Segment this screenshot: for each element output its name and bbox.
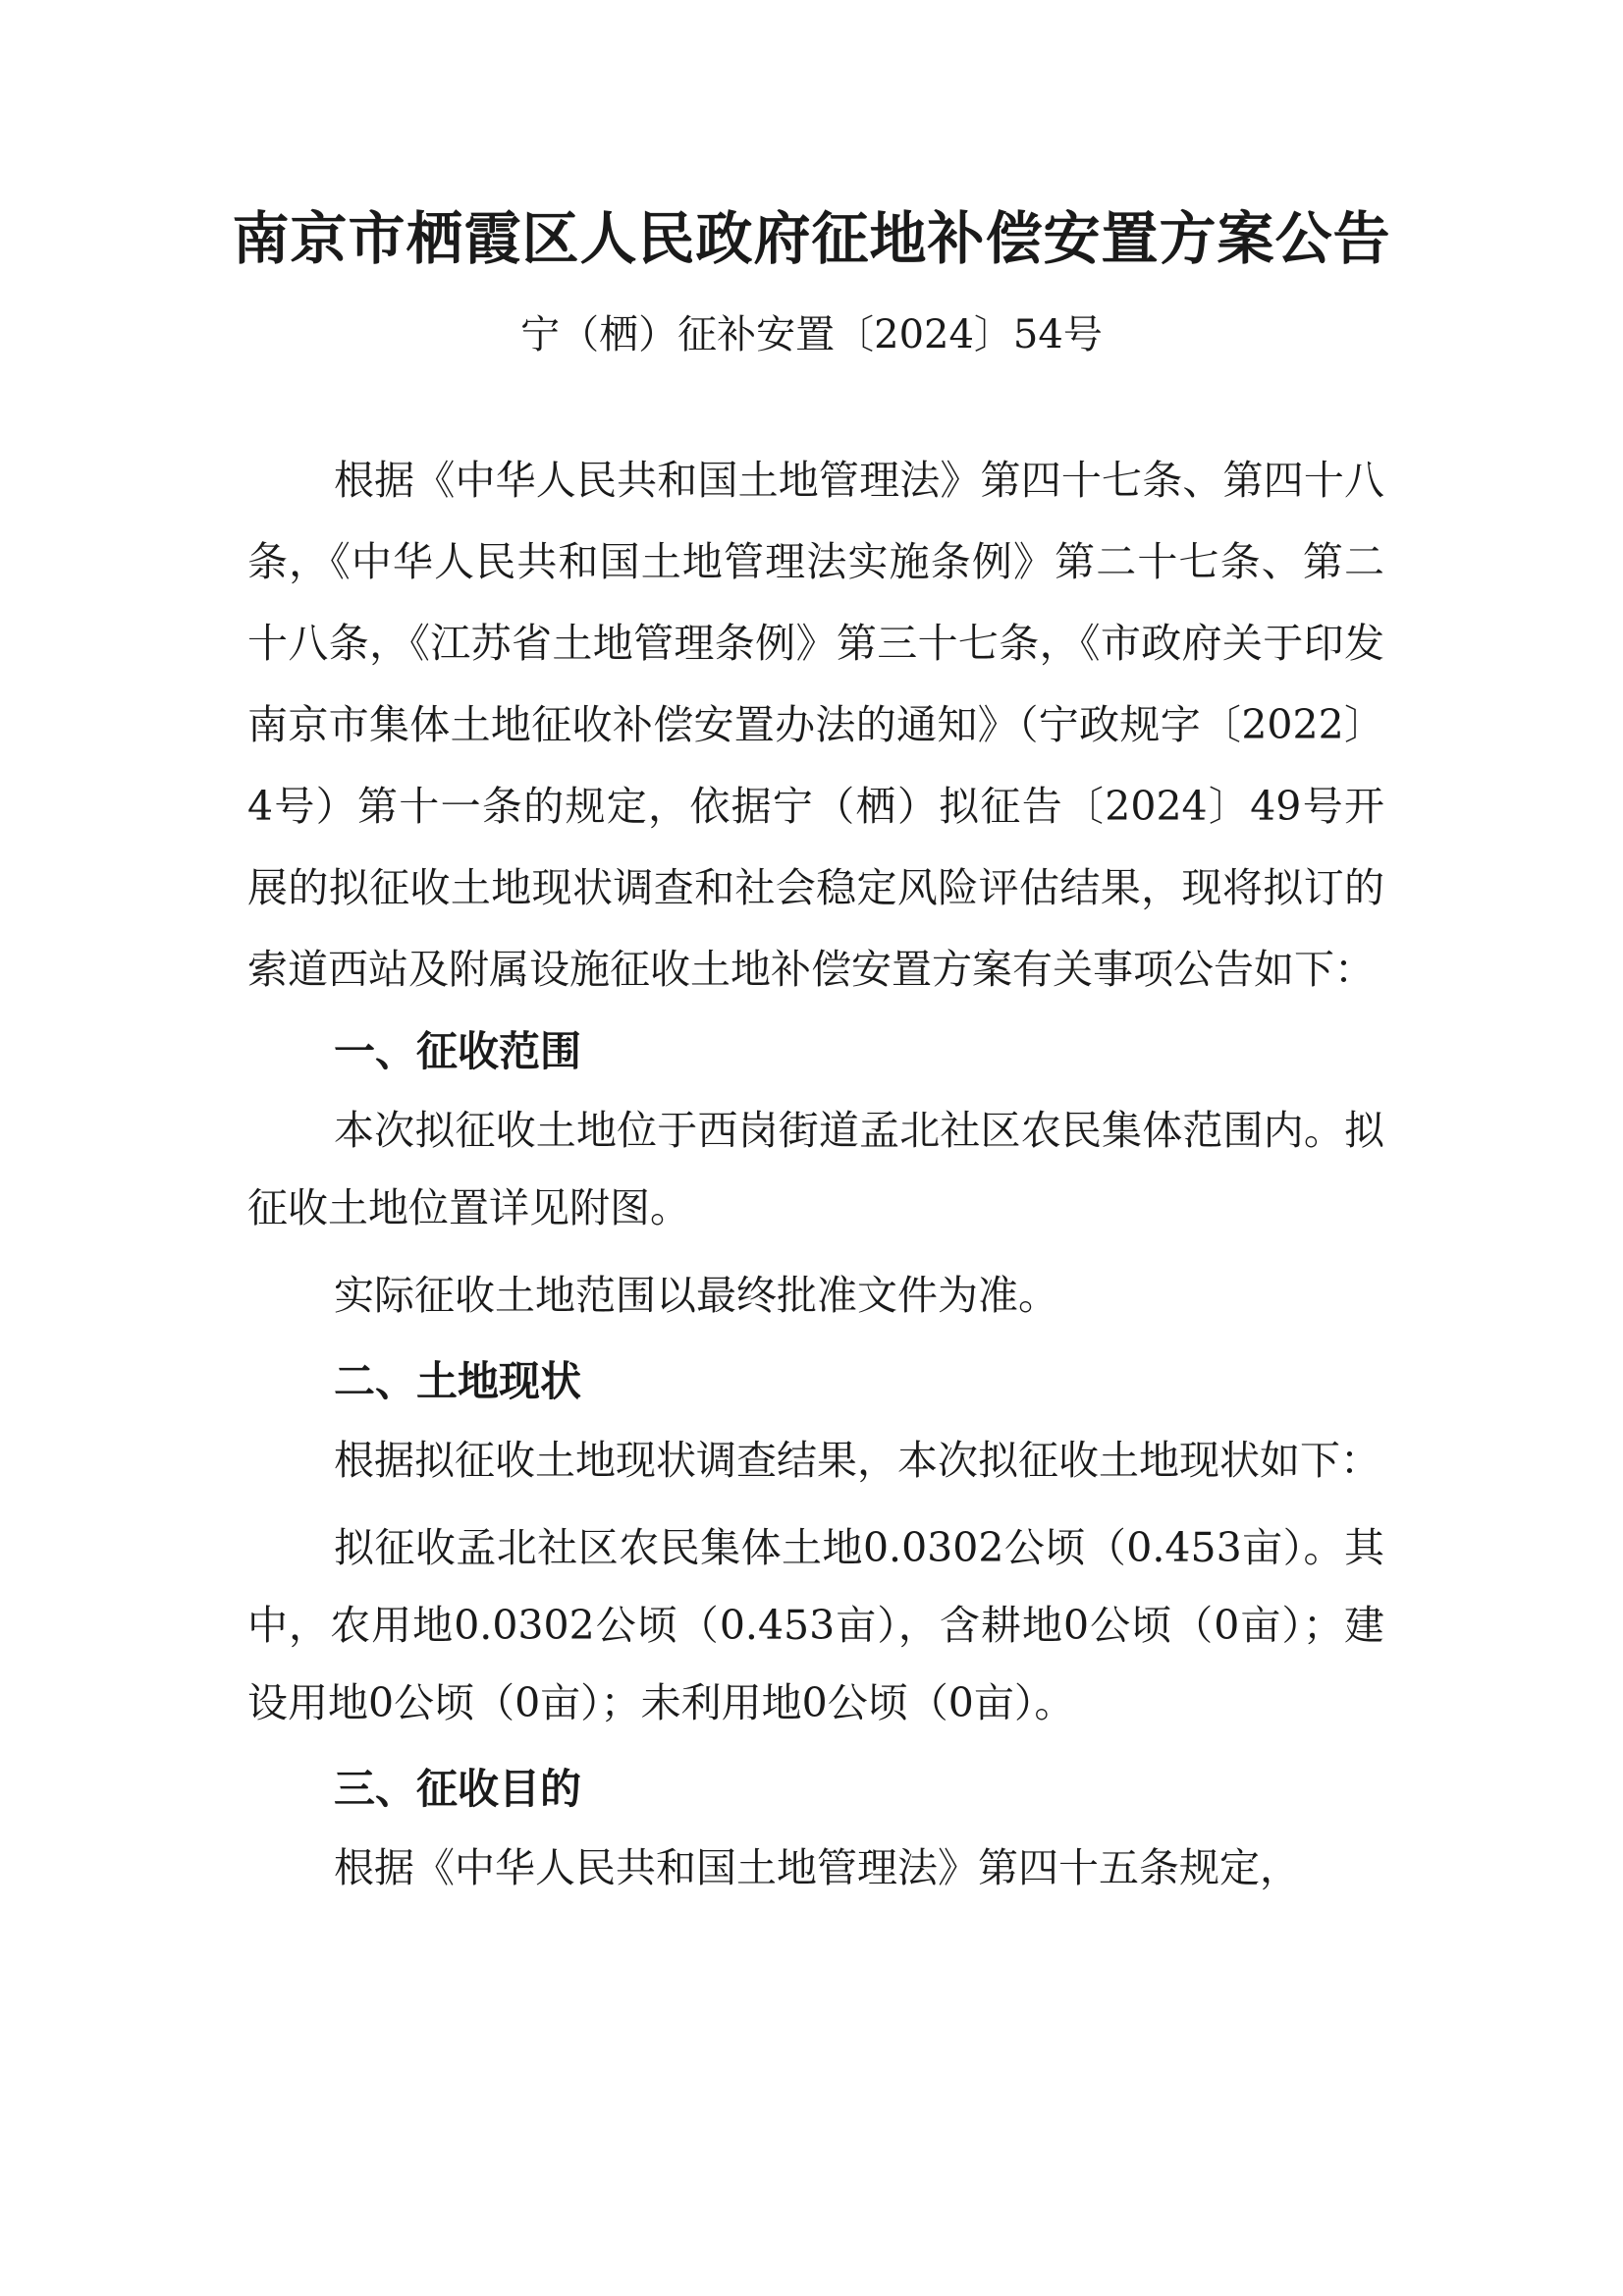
scope-paragraph-1: 本次拟征收土地位于西岗街道孟北社区农民集体范围内。拟征收土地位置详见附图。 [247, 1107, 1384, 1231]
intro-paragraph: 根据《中华人民共和国土地管理法》第四十七条、第四十八条，《中华人民共和国土地管理法实施条例》第二十七条、第二十八条，《江苏省土地管理条例》第三十七条，《市政府关于印发南京市集体土地征收补偿安置办法的通知》（宁政规字〔2022〕4号）第十一条的规定，依据宁（栖）拟征告〔2024〕49号开展的拟征收土地现状调查和社会稳定风险评估结果，现将拟订的索道西站及附属设施征收土地补偿安置方案有关事项公告如下： [247, 457, 1384, 993]
document-title: 南京市栖霞区人民政府征地补偿安置方案公告 [232, 205, 1391, 272]
document-body [247, 440, 1384, 1907]
document-number: 宁（栖）征补安置〔2024〕54号 [520, 312, 1103, 357]
section-heading-purpose: 三、征收目的 [334, 1765, 582, 1813]
purpose-paragraph-1: 根据《中华人民共和国土地管理法》第四十五条规定， [334, 1844, 1300, 1891]
section-heading-land-status: 二、土地现状 [334, 1357, 582, 1405]
section-heading-scope: 一、征收范围 [334, 1027, 582, 1075]
scope-paragraph-2: 实际征收土地范围以最终批准文件为准。 [334, 1272, 1058, 1319]
land-status-paragraph-2: 拟征收孟北社区农民集体土地0.0302公顷（0.453亩）。其中，农用地0.0302公顷（0.453亩），含耕地0公顷（0亩）；建设用地0公顷（0亩）；未利用地0公顷（0亩）。 [247, 1524, 1384, 1726]
land-status-paragraph-1: 根据拟征收土地现状调查结果，本次拟征收土地现状如下： [334, 1437, 1380, 1484]
